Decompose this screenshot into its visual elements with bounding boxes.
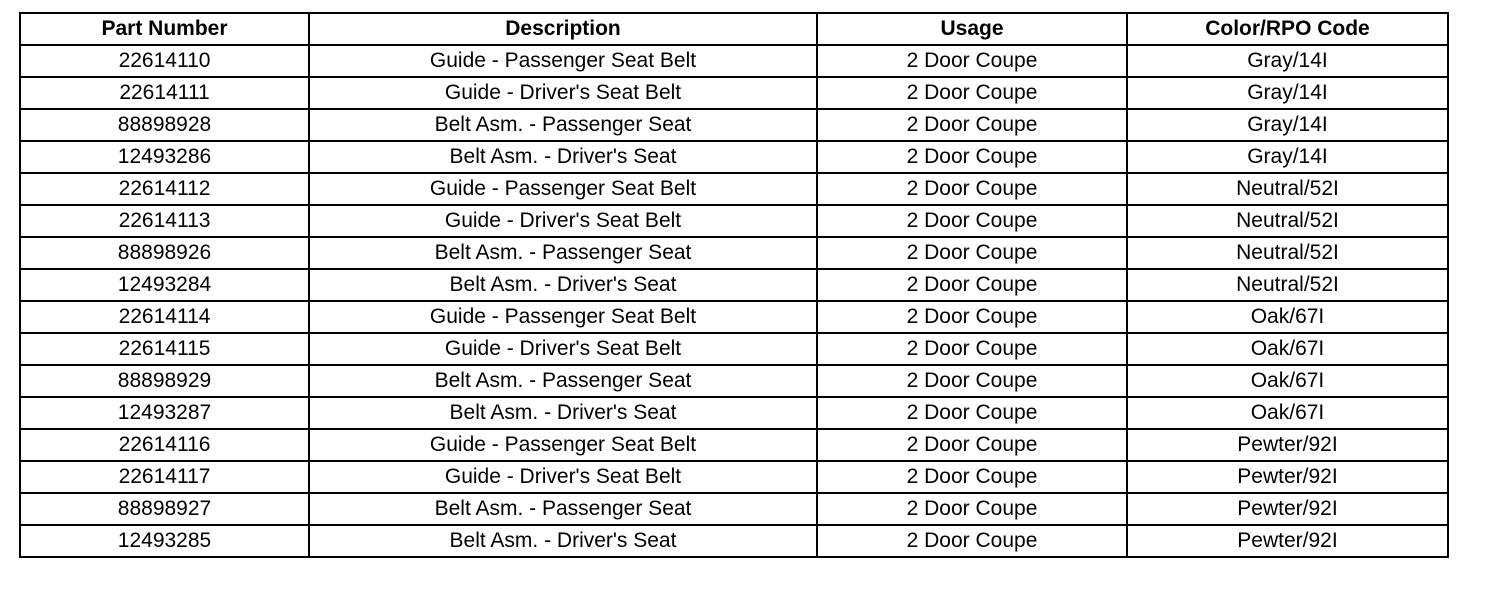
usage-cell: 2 Door Coupe bbox=[817, 429, 1127, 461]
description-cell: Belt Asm. - Driver's Seat bbox=[309, 397, 817, 429]
description-cell: Guide - Driver's Seat Belt bbox=[309, 77, 817, 109]
description-cell: Guide - Driver's Seat Belt bbox=[309, 461, 817, 493]
usage-cell: 2 Door Coupe bbox=[817, 397, 1127, 429]
part-number-cell: 22614117 bbox=[20, 461, 309, 493]
table-row bbox=[20, 237, 1448, 269]
header-color-rpo-code: Color/RPO Code bbox=[1127, 13, 1448, 45]
color-rpo-cell: Neutral/52I bbox=[1127, 205, 1448, 237]
table-row bbox=[20, 109, 1448, 141]
part-number-cell: 12493286 bbox=[20, 141, 309, 173]
description-cell: Guide - Passenger Seat Belt bbox=[309, 429, 817, 461]
description-cell: Belt Asm. - Passenger Seat bbox=[309, 365, 817, 397]
table-row bbox=[20, 77, 1448, 109]
color-rpo-cell: Gray/14I bbox=[1127, 141, 1448, 173]
color-rpo-cell: Gray/14I bbox=[1127, 45, 1448, 77]
usage-cell: 2 Door Coupe bbox=[817, 141, 1127, 173]
usage-cell: 2 Door Coupe bbox=[817, 77, 1127, 109]
header-part-number: Part Number bbox=[20, 13, 309, 45]
table-header bbox=[20, 13, 1448, 45]
color-rpo-cell: Neutral/52I bbox=[1127, 269, 1448, 301]
usage-cell: 2 Door Coupe bbox=[817, 45, 1127, 77]
usage-cell: 2 Door Coupe bbox=[817, 269, 1127, 301]
color-rpo-cell: Pewter/92I bbox=[1127, 525, 1448, 557]
table-row bbox=[20, 141, 1448, 173]
part-number-cell: 22614116 bbox=[20, 429, 309, 461]
table-row bbox=[20, 461, 1448, 493]
part-number-cell: 22614114 bbox=[20, 301, 309, 333]
usage-cell: 2 Door Coupe bbox=[817, 493, 1127, 525]
description-cell: Guide - Passenger Seat Belt bbox=[309, 173, 817, 205]
part-number-cell: 22614110 bbox=[20, 45, 309, 77]
part-number-cell: 12493285 bbox=[20, 525, 309, 557]
color-rpo-cell: Pewter/92I bbox=[1127, 429, 1448, 461]
part-number-cell: 22614112 bbox=[20, 173, 309, 205]
description-cell: Belt Asm. - Passenger Seat bbox=[309, 493, 817, 525]
usage-cell: 2 Door Coupe bbox=[817, 237, 1127, 269]
part-number-cell: 22614113 bbox=[20, 205, 309, 237]
color-rpo-cell: Pewter/92I bbox=[1127, 461, 1448, 493]
table-row bbox=[20, 525, 1448, 557]
usage-cell: 2 Door Coupe bbox=[817, 461, 1127, 493]
description-cell: Belt Asm. - Passenger Seat bbox=[309, 237, 817, 269]
header-usage: Usage bbox=[817, 13, 1127, 45]
header-description: Description bbox=[309, 13, 817, 45]
table-row bbox=[20, 493, 1448, 525]
description-cell: Guide - Driver's Seat Belt bbox=[309, 333, 817, 365]
description-cell: Belt Asm. - Driver's Seat bbox=[309, 269, 817, 301]
part-number-cell: 88898927 bbox=[20, 493, 309, 525]
table-row bbox=[20, 333, 1448, 365]
header-row bbox=[20, 13, 1448, 45]
color-rpo-cell: Oak/67I bbox=[1127, 397, 1448, 429]
description-cell: Belt Asm. - Driver's Seat bbox=[309, 525, 817, 557]
description-cell: Guide - Driver's Seat Belt bbox=[309, 205, 817, 237]
part-number-cell: 22614111 bbox=[20, 77, 309, 109]
description-cell: Belt Asm. - Driver's Seat bbox=[309, 141, 817, 173]
color-rpo-cell: Oak/67I bbox=[1127, 333, 1448, 365]
parts-table bbox=[19, 12, 1449, 558]
usage-cell: 2 Door Coupe bbox=[817, 205, 1127, 237]
table-row bbox=[20, 205, 1448, 237]
description-cell: Guide - Passenger Seat Belt bbox=[309, 45, 817, 77]
color-rpo-cell: Pewter/92I bbox=[1127, 493, 1448, 525]
color-rpo-cell: Gray/14I bbox=[1127, 77, 1448, 109]
usage-cell: 2 Door Coupe bbox=[817, 365, 1127, 397]
usage-cell: 2 Door Coupe bbox=[817, 173, 1127, 205]
part-number-cell: 88898926 bbox=[20, 237, 309, 269]
usage-cell: 2 Door Coupe bbox=[817, 525, 1127, 557]
table-body bbox=[20, 45, 1448, 557]
color-rpo-cell: Neutral/52I bbox=[1127, 173, 1448, 205]
color-rpo-cell: Neutral/52I bbox=[1127, 237, 1448, 269]
color-rpo-cell: Oak/67I bbox=[1127, 301, 1448, 333]
table-row bbox=[20, 173, 1448, 205]
description-cell: Belt Asm. - Passenger Seat bbox=[309, 109, 817, 141]
table-row bbox=[20, 301, 1448, 333]
table-row bbox=[20, 45, 1448, 77]
color-rpo-cell: Gray/14I bbox=[1127, 109, 1448, 141]
description-cell: Guide - Passenger Seat Belt bbox=[309, 301, 817, 333]
part-number-cell: 12493287 bbox=[20, 397, 309, 429]
color-rpo-cell: Oak/67I bbox=[1127, 365, 1448, 397]
part-number-cell: 12493284 bbox=[20, 269, 309, 301]
part-number-cell: 88898929 bbox=[20, 365, 309, 397]
table-row bbox=[20, 429, 1448, 461]
table-row bbox=[20, 397, 1448, 429]
part-number-cell: 22614115 bbox=[20, 333, 309, 365]
part-number-cell: 88898928 bbox=[20, 109, 309, 141]
usage-cell: 2 Door Coupe bbox=[817, 301, 1127, 333]
table-row bbox=[20, 269, 1448, 301]
usage-cell: 2 Door Coupe bbox=[817, 333, 1127, 365]
usage-cell: 2 Door Coupe bbox=[817, 109, 1127, 141]
table-row bbox=[20, 365, 1448, 397]
